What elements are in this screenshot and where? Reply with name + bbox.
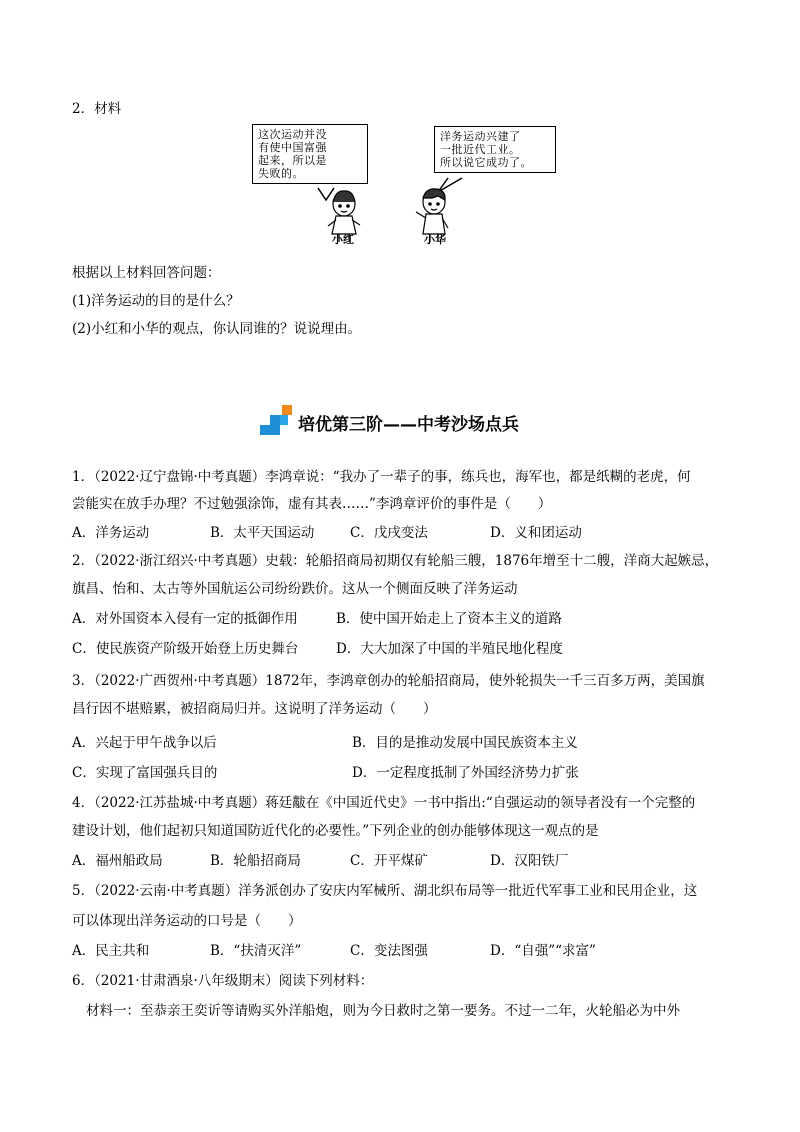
- q6-material-1: 材料一：至恭亲王奕䜣等请购买外洋船炮，则为今日救时之第一要务。不过一二年，火轮船必为中外: [86, 1003, 680, 1019]
- q4-option-d[interactable]: D．汉阳铁厂: [490, 853, 569, 869]
- steps-icon: [258, 405, 298, 437]
- q2-stem-line1: 2．（2022·浙江绍兴·中考真题）史载：轮船招商局初期仅有轮船三艘，1876年增至十二艘，洋商大起嫉忌，: [72, 553, 719, 569]
- q2-option-c[interactable]: C．使民族资产阶级开始登上历史舞台: [72, 641, 299, 657]
- q1-option-c[interactable]: C．戊戌变法: [350, 525, 428, 541]
- q2-option-b[interactable]: B．使中国开始走上了资本主义的道路: [336, 611, 562, 627]
- q3-stem-line2: 昌行因不堪赔累，被招商局归并。这说明了洋务运动（ ）: [72, 701, 437, 717]
- q1-stem-line2: 尝能实在放手办理？不过勉强涂饰，虚有其表……”李鸿章评价的事件是（ ）: [72, 496, 552, 512]
- speech-bubble-right: 洋务运动兴建了 一批近代工业。 所以说它成功了。: [434, 126, 556, 173]
- q4-stem-line2: 建设计划，他们起初只知道国防近代化的必要性。”下列企业的创办能够体现这一观点的是: [72, 823, 599, 839]
- q1-stem-line1: 1．（2022·辽宁盘锦·中考真题）李鸿章说：“我办了一辈子的事，练兵也，海军也，都是纸糊的老虎，何: [72, 469, 691, 485]
- q3-option-b[interactable]: B．目的是推动发展中国民族资本主义: [352, 735, 578, 751]
- question-prompt: 根据以上材料回答问题：: [72, 265, 221, 281]
- sub-question-2: (2)小红和小华的观点，你认同谁的？说说理由。: [72, 321, 362, 337]
- q2-option-d[interactable]: D．大大加深了中国的半殖民地化程度: [336, 641, 563, 657]
- q4-option-a[interactable]: A．福州船政局: [72, 853, 163, 869]
- section-title: 培优第三阶——中考沙场点兵: [298, 415, 519, 435]
- q2-option-a[interactable]: A．对外国资本入侵有一定的抵御作用: [72, 611, 298, 627]
- q1-option-d[interactable]: D．义和团运动: [490, 525, 582, 541]
- q5-stem-line2: 可以体现出洋务运动的口号是（ ）: [72, 913, 302, 929]
- question-intro: 2．材料: [72, 101, 122, 117]
- q4-option-c[interactable]: C．开平煤矿: [350, 853, 428, 869]
- q5-option-b[interactable]: B．“扶清灭洋”: [210, 943, 302, 959]
- q3-option-d[interactable]: D．一定程度抵制了外国经济势力扩张: [352, 765, 579, 781]
- speech-bubble-left: 这次运动并没 有使中国富强 起来，所以是 失败的。: [252, 124, 368, 184]
- q5-option-d[interactable]: D．“自强”“求富”: [490, 943, 596, 959]
- q5-option-c[interactable]: C．变法图强: [350, 943, 428, 959]
- q1-option-a[interactable]: A．洋务运动: [72, 525, 150, 541]
- q4-option-b[interactable]: B．轮船招商局: [210, 853, 301, 869]
- sub-question-1: (1)洋务运动的目的是什么？: [72, 293, 240, 309]
- cartoon-figures: [248, 118, 558, 246]
- q3-option-a[interactable]: A．兴起于甲午战争以后: [72, 735, 217, 751]
- q5-option-a[interactable]: A．民主共和: [72, 943, 150, 959]
- girl-name-caption: 小红: [332, 233, 354, 246]
- q3-option-c[interactable]: C．实现了富国强兵目的: [72, 765, 218, 781]
- q4-stem-line1: 4．（2022·江苏盐城·中考真题）蒋廷黻在《中国近代史》一书中指出:“自强运动的领导者没有一个完整的: [72, 795, 696, 811]
- q5-stem-line1: 5．（2022·云南·中考真题）洋务派创办了安庆内军械所、湖北织布局等一批近代军事工业和民用企业，这: [72, 883, 698, 899]
- q2-stem-line2: 旗昌、怡和、太古等外国航运公司纷纷跌价。这从一个侧面反映了洋务运动: [72, 581, 518, 597]
- q3-stem-line1: 3．（2022·广西贺州·中考真题）1872年，李鸿章创办的轮船招商局，使外轮损失一千三百多万两，美国旗: [72, 673, 705, 689]
- cartoon-illustration: [248, 118, 558, 246]
- boy-name-caption: 小华: [424, 233, 446, 246]
- q1-option-b[interactable]: B．太平天国运动: [210, 525, 315, 541]
- q6-stem-line1: 6．（2021·甘肃酒泉·八年级期末）阅读下列材料：: [72, 973, 374, 989]
